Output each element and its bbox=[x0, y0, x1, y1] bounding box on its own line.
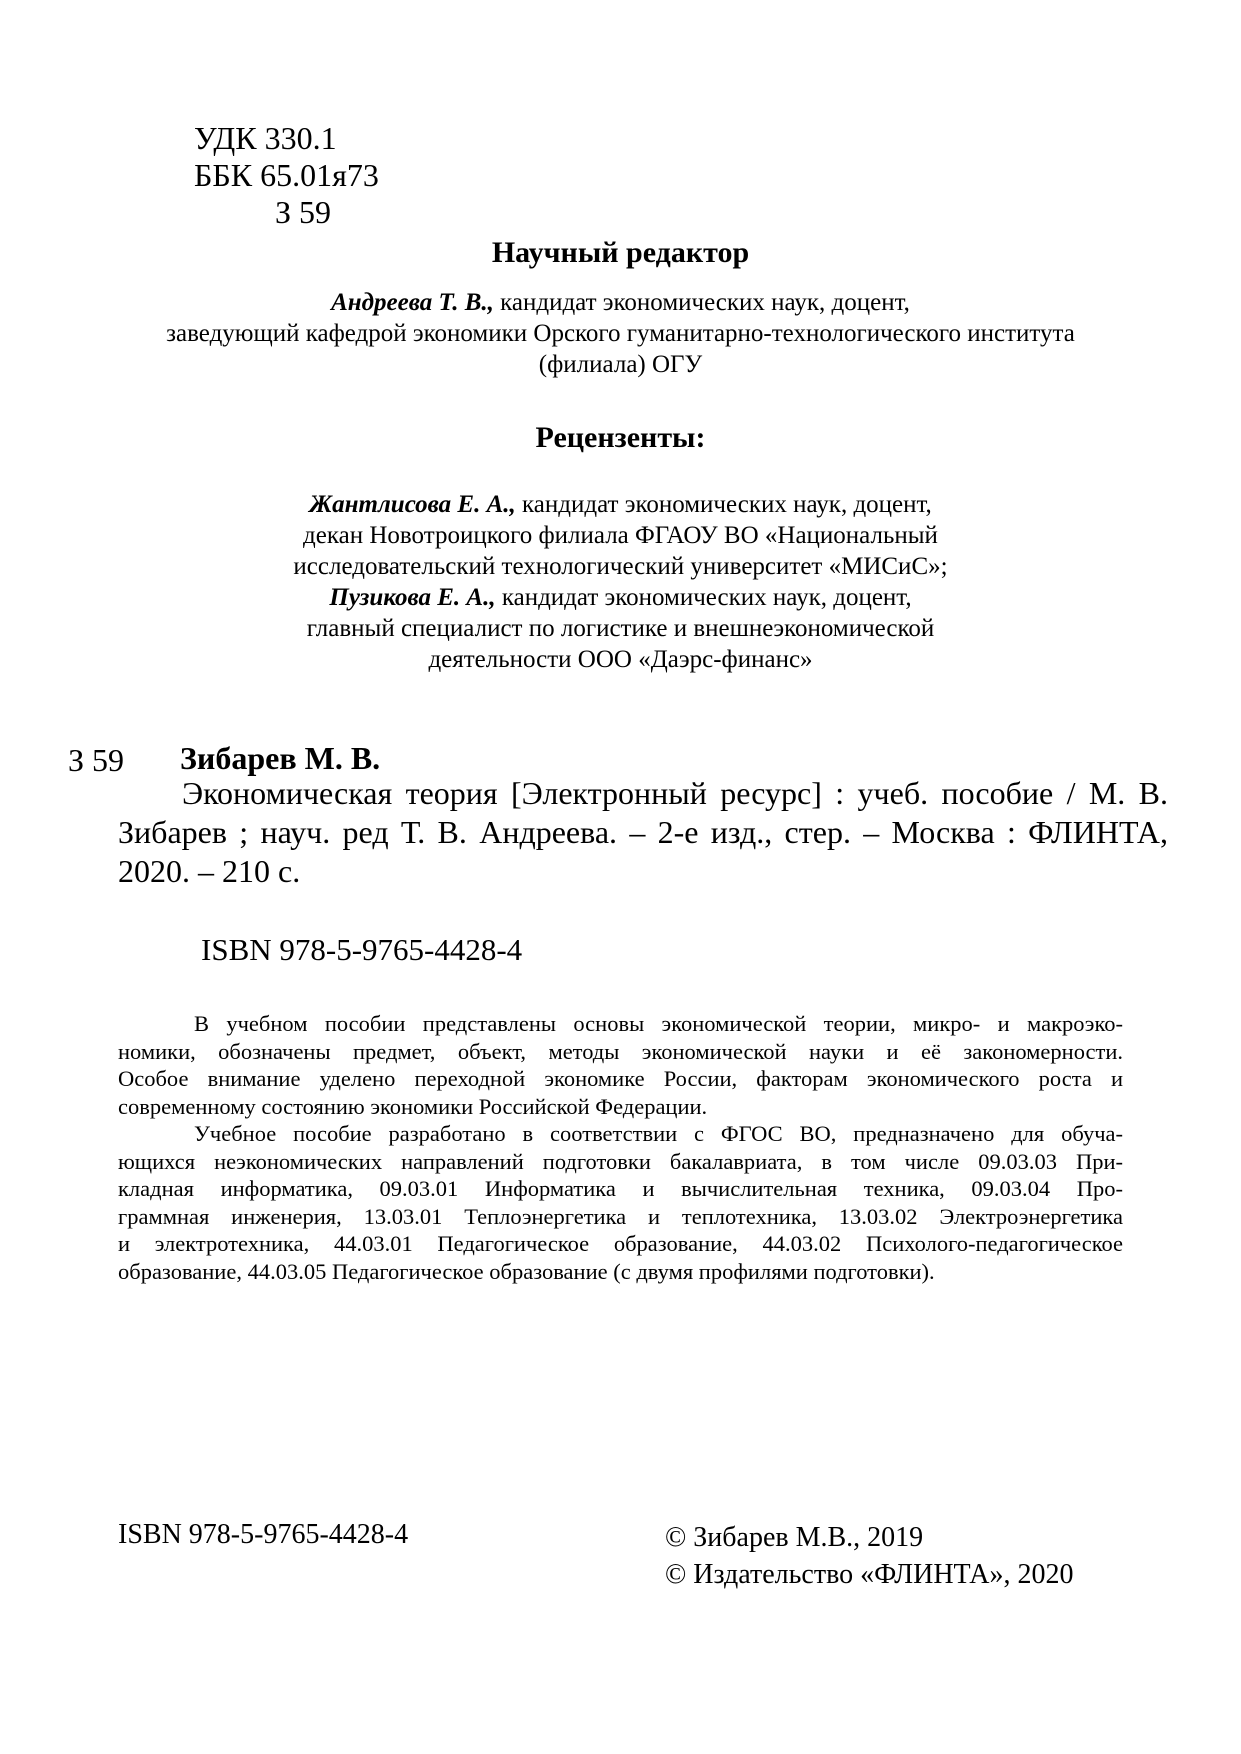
reviewer-1-title: кандидат экономических наук, доцент, bbox=[515, 491, 932, 518]
reviewer-2-line-1 bbox=[0, 582, 1241, 613]
udk-code: УДК 330.1 bbox=[194, 120, 337, 156]
reviewer-2-name: Пузикова Е. А., bbox=[329, 584, 496, 611]
abstract-line: номики, обозначены предмет, объект, методы экономической науки и её закономерности. bbox=[118, 1038, 1123, 1064]
bib-entry-line-3: 2020. – 210 с. bbox=[118, 853, 301, 889]
bib-entry-line-2: Зибарев ; науч. ред Т. В. Андреева. – 2-е изд., стер. – Москва : ФЛИНТА, bbox=[118, 814, 1168, 850]
abstract-line: современному состоянию экономики Российской Федерации. bbox=[118, 1093, 708, 1119]
reviewers-heading: Рецензенты: bbox=[535, 421, 706, 454]
copyright-publisher: © Издательство «ФЛИНТА», 2020 bbox=[665, 1559, 1074, 1590]
editor-title: кандидат экономических наук, доцент, bbox=[493, 289, 910, 316]
isbn-main: ISBN 978-5-9765-4428-4 bbox=[201, 932, 523, 967]
author-mark: З 59 bbox=[275, 194, 332, 230]
bib-entry-description bbox=[118, 774, 1168, 891]
copyright-author: © Зибарев М.В., 2019 bbox=[665, 1522, 924, 1553]
reviewers-block bbox=[0, 489, 1241, 675]
editor-line-1 bbox=[0, 287, 1241, 318]
abstract-line: Учебное пособие разработано в соответствии с ФГОС ВО, предназначено для обуча- bbox=[194, 1121, 1123, 1146]
editor-name: Андреева Т. В., bbox=[331, 289, 494, 316]
abstract-line: образование, 44.03.05 Педагогическое образование (с двумя профилями подготовки). bbox=[118, 1258, 935, 1284]
abstract-line: Особое внимание уделено переходной экономике России, факторам экономического роста и bbox=[118, 1066, 1123, 1091]
reviewer-2-line-3: деятельности ООО «Даэрс-финанс» bbox=[428, 646, 813, 673]
bib-entry-line-1: Экономическая теория [Электронный ресурс] : учеб. пособие / М. В. bbox=[182, 775, 1168, 811]
reviewer-2-line-2: главный специалист по логистике и внешнеэкономической bbox=[306, 615, 935, 642]
abstract-line: и электротехника, 44.03.01 Педагогическое образование, 44.03.02 Психолого-педагогическое bbox=[118, 1231, 1123, 1256]
bib-entry-code: З 59 bbox=[68, 742, 125, 778]
scientific-editor-block bbox=[0, 287, 1241, 380]
bib-entry-author: Зибарев М. В. bbox=[180, 740, 381, 776]
abstract bbox=[118, 1010, 1123, 1285]
editor-line-3: (филиала) ОГУ bbox=[538, 351, 703, 378]
abstract-line: В учебном пособии представлены основы экономической теории, микро- и макроэко- bbox=[194, 1011, 1123, 1036]
abstract-line: кладная информатика, 09.03.01 Информатика и вычислительная техника, 09.03.04 Про- bbox=[118, 1176, 1123, 1201]
editor-line-2: заведующий кафедрой экономики Орского гуманитарно-технологического института bbox=[166, 320, 1075, 347]
reviewer-1-line-2: декан Новотроицкого филиала ФГАОУ ВО «Национальный bbox=[303, 522, 938, 549]
bbk-code: ББК 65.01я73 bbox=[194, 157, 379, 193]
classification-codes bbox=[194, 120, 379, 231]
footer-isbn: ISBN 978-5-9765-4428-4 bbox=[118, 1519, 409, 1550]
reviewer-1-name: Жантлисова Е. А., bbox=[309, 491, 516, 518]
scientific-editor-heading: Научный редактор bbox=[491, 236, 750, 269]
abstract-line: граммная инженерия, 13.03.01 Теплоэнергетика и теплотехника, 13.03.02 Электроэнергетика bbox=[118, 1203, 1123, 1229]
reviewer-1-line-1 bbox=[0, 489, 1241, 520]
copyright-block bbox=[665, 1519, 1073, 1593]
reviewer-1-line-3: исследовательский технологический университет «МИСиС»; bbox=[293, 553, 948, 580]
abstract-line: ющихся неэкономических направлений подготовки бакалавриата, в том числе 09.03.03 При- bbox=[118, 1148, 1123, 1174]
reviewer-2-title: кандидат экономических наук, доцент, bbox=[495, 584, 912, 611]
